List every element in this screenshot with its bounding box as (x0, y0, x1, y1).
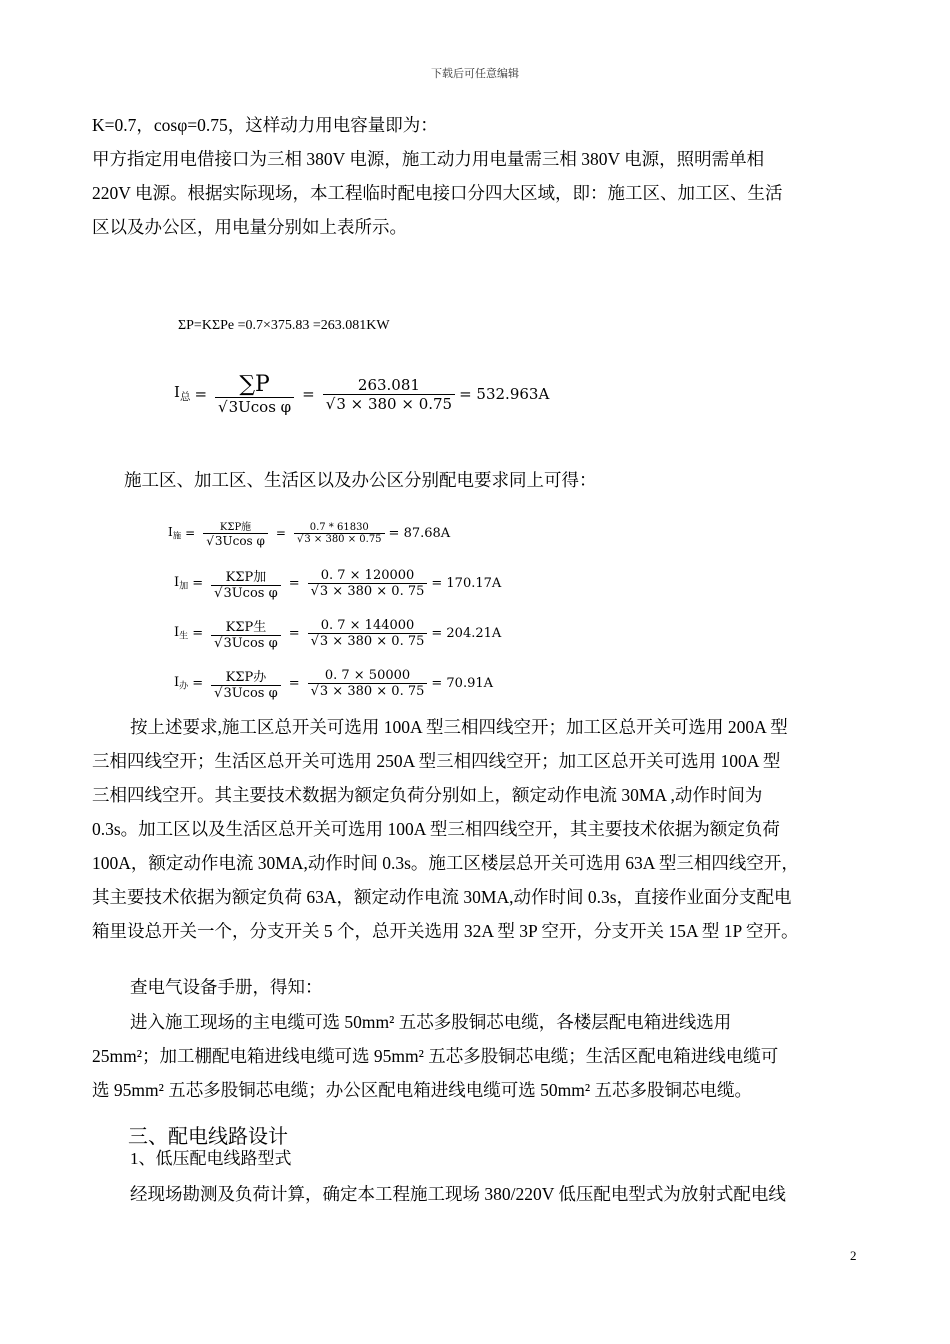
formula-office-zone: $I_办$ = $\frac{\text{KΣP办}}{\text{√3Ucos φ}}$ = $\frac{0. 7 \times 50000}{√3 \times 380 \times 0. 75}$ = 70.91A (174, 668, 494, 701)
section-title: 三、配电线路设计 (128, 1126, 288, 1148)
formula-processing-zone: $I_加$ = $\frac{\text{KΣP加}}{\text{√3Ucos φ}}$ = $\frac{0. 7 \times 120000}{√3 \times 380 \times 0. 75}$ = 170.17A (174, 568, 502, 601)
text-line: 选 95mm² 五芯多股铜芯电缆；办公区配电箱进线电缆可选 50mm² 五芯多股铜芯电缆。 (92, 1080, 752, 1100)
text-line: 100A，额定动作电流 30MA,动作时间 0.3s。施工区楼层总开关可选用 63A 型三相四线空开， (92, 853, 799, 873)
formula-lhs: $I_总$ (174, 383, 191, 404)
text-line: 区以及办公区，用电量分别如上表所示。 (92, 217, 407, 237)
formula-total-current: $I_总$ = $\frac{\sum P}{\text{√3Ucos φ}}$ = $\frac{263.081}{√3 \times 380 \times 0.75}$ = 532.963A (174, 372, 550, 416)
formula-living-zone: $I_生$ = $\frac{\text{KΣP生}}{\text{√3Ucos φ}}$ = $\frac{0. 7 \times 144000}{√3 \times 380 \times 0. 75}$ = 204.21A (174, 618, 502, 651)
text-line: 施工区、加工区、生活区以及办公区分别配电要求同上可得： (124, 470, 597, 490)
paragraph-zones (124, 463, 864, 497)
text-line: 甲方指定用电借接口为三相 380V 电源，施工动力用电量需三相 380V 电源，照明需单相 (92, 149, 765, 169)
text-line: 进入施工现场的主电缆可选 50mm² 五芯多股铜芯电缆，各楼层配电箱进线选用 (130, 1012, 732, 1032)
paragraph-switch-selection (92, 710, 862, 948)
paragraph-wiring (130, 1177, 862, 1211)
text-line: 25mm²；加工棚配电箱进线电缆可选 95mm² 五芯多股铜芯电缆；生活区配电箱进线电缆可 (92, 1046, 779, 1066)
text-line: 0.3s。加工区以及生活区总开关可选用 100A 型三相四线空开，其主要技术依据为额定负荷 (92, 819, 780, 839)
formula-result: = 532.963A (459, 385, 550, 403)
paragraph-manual (130, 970, 862, 1004)
fraction: $\frac{263.081}{√3 \times 380 \times 0.75}$ (323, 376, 455, 413)
text-line: 三相四线空开。其主要技术数据为额定负荷分别如上，额定动作电流 30MA ,动作时间为 (92, 785, 763, 805)
formula-construction-zone: $I_施$ = $\frac{\text{KΣP施}}{\text{√3Ucos φ}}$ = $\frac{0.7 * 61830}{√3 \times 380 \times 0.75}$ = 87.68A (168, 521, 451, 548)
formula-sum-power: ΣP=KΣPe =0.7×375.83 =263.081KW (178, 318, 390, 333)
text-line: 1、低压配电线路型式 (130, 1149, 292, 1168)
text-line: 三相四线空开；生活区总开关可选用 250A 型三相四线空开；加工区总开关可选用 100A 型 (92, 751, 781, 771)
text-line: 查电气设备手册，得知： (130, 977, 323, 997)
text-line: 220V 电源。根据实际现场，本工程临时配电接口分四大区域，即：施工区、加工区、生活 (92, 183, 783, 203)
text-line: 其主要技术依据为额定负荷 63A，额定动作电流 30MA,动作时间 0.3s，直接作业面分支配电 (92, 887, 792, 907)
paragraph-cables (92, 1005, 862, 1107)
text-line: 箱里设总开关一个，分支开关 5 个，总开关选用 32A 型 3P 空开，分支开关 15A 型 1P 空开。 (92, 921, 799, 941)
paragraph-intro (92, 108, 862, 244)
page-header: 下载后可任意编辑 (431, 68, 519, 80)
page-number: 2 (850, 1248, 857, 1263)
fraction: $\frac{\sum P}{\text{√3Ucos φ}}$ (215, 372, 294, 416)
text-line: K=0.7，cosφ=0.75，这样动力用电容量即为： (92, 115, 438, 135)
text-line: 经现场勘测及负荷计算，确定本工程施工现场 380/220V 低压配电型式为放射式配电线 (130, 1184, 786, 1204)
text-line: 按上述要求,施工区总开关可选用 100A 型三相四线空开；加工区总开关可选用 200A 型 (130, 717, 788, 737)
subsection-title (130, 1142, 862, 1176)
